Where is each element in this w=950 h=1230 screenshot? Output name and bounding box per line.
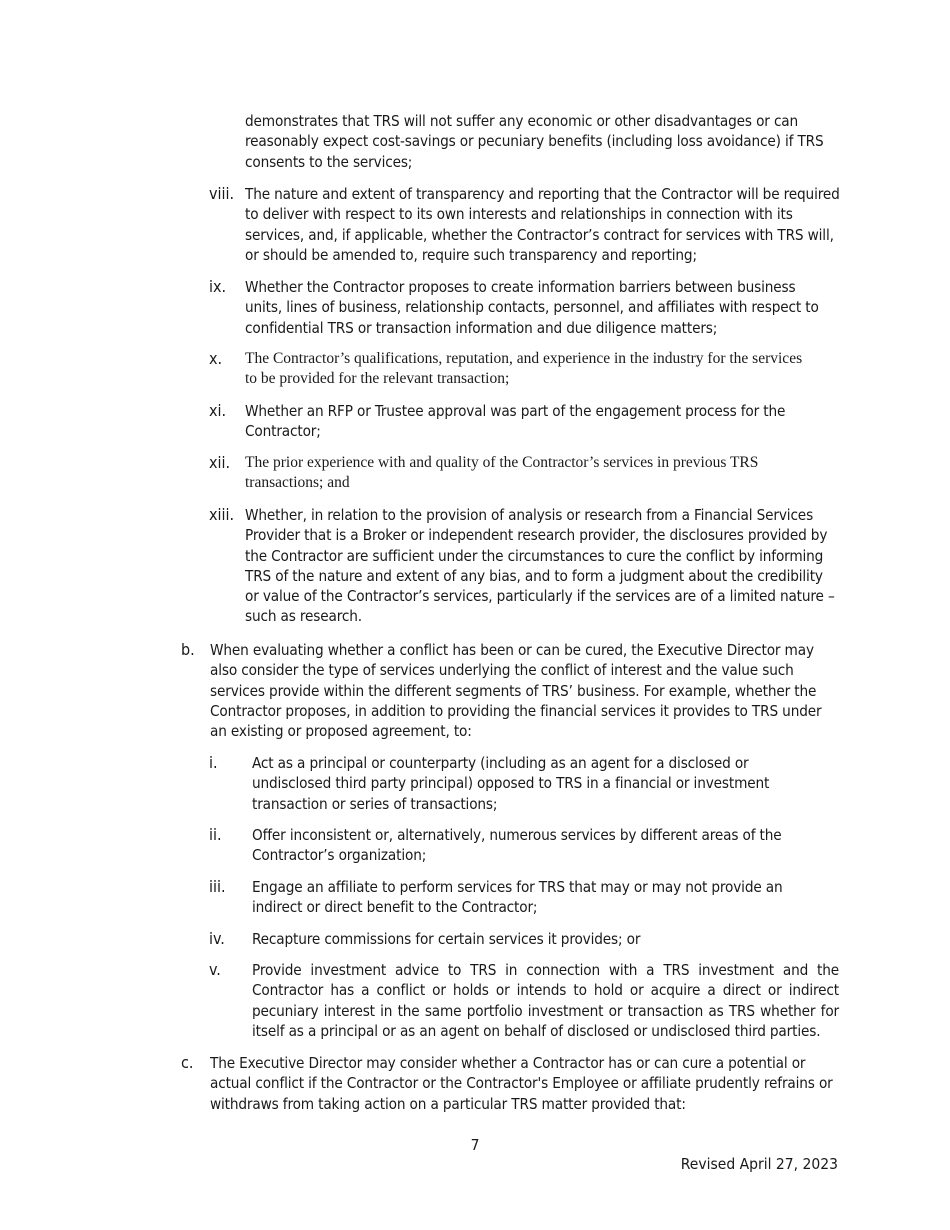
section-marker-c: c. bbox=[181, 1053, 194, 1072]
list-marker-b-iii: iii. bbox=[209, 877, 226, 896]
list-marker-b-v: v. bbox=[209, 960, 221, 979]
revised-date: Revised April 27, 2023 bbox=[680, 1155, 838, 1173]
list-item-viii: The nature and extent of transparency and reporting that the Contractor will be required to deliver with respect to its own interests and relationships in connection with its services, and, if applicable, whether the Contractor’s contract for services with TRS will, or should be amended to, require such transparency and reporting; bbox=[245, 185, 840, 264]
list-marker-b-iv: iv. bbox=[209, 929, 225, 948]
section-c-paragraph: The Executive Director may consider whether a Contractor has or can cure a potential or actual conflict if the Contractor or the Contractor's Employee or affiliate prudently refrains or withdraws from taking action on a particular TRS matter provided that: bbox=[210, 1054, 833, 1113]
list-marker-xi: xi. bbox=[209, 401, 227, 420]
list-marker-xiii: xiii. bbox=[209, 505, 235, 524]
list-item-xiii: Whether, in relation to the provision of analysis or research from a Financial Services Provider that is a Broker or independent research provider, the disclosures provided by the Contractor are sufficient under the circumstances to cure the conflict by informing TRS of the nature and extent of any bias, and to form a judgment about the credibility or value of the Contractor’s services, particularly if the services are of a limited nature – such as research. bbox=[245, 506, 835, 626]
list-item-b-iii: Engage an affiliate to perform services for TRS that may or may not provide an indirect or direct benefit to the Contractor; bbox=[252, 878, 783, 917]
list-marker-ix: ix. bbox=[209, 277, 227, 296]
list-item-xi: Whether an RFP or Trustee approval was part of the engagement process for the Contractor; bbox=[245, 402, 786, 441]
list-item-xii: The prior experience with and quality of the Contractor’s services in previous TRS transactions; and bbox=[245, 454, 759, 492]
list-marker-b-i: i. bbox=[209, 753, 218, 772]
page-number: 7 bbox=[470, 1136, 480, 1154]
list-item-x: The Contractor’s qualifications, reputation, and experience in the industry for the services to be provided for the relevant transaction; bbox=[245, 350, 803, 388]
section-marker-b: b. bbox=[181, 640, 195, 659]
list-item-ix: Whether the Contractor proposes to create information barriers between business units, lines of business, relationship contacts, personnel, and affiliates with respect to confidential TRS or transaction information and due diligence matters; bbox=[245, 278, 819, 337]
list-marker-xii: xii. bbox=[209, 453, 231, 472]
list-item-b-i: Act as a principal or counterparty (including as an agent for a disclosed or undisclosed third party principal) opposed to TRS in a financial or investment transaction or series of transactions; bbox=[252, 754, 770, 813]
list-item-b-v: Provide investment advice to TRS in connection with a TRS investment and the Contractor has a conflict or holds or intends to hold or acquire a direct or indirect pecuniary interest in the same portfolio investment or transaction as TRS whether for itself as a principal or as an agent on behalf of disclosed or undisclosed third parties. bbox=[252, 961, 839, 1040]
list-marker-viii: viii. bbox=[209, 184, 235, 203]
section-b-paragraph: When evaluating whether a conflict has been or can be cured, the Executive Director may also consider the type of services underlying the conflict of interest and the value such services provide within the different segments of TRS’ business. For example, whether the Contractor proposes, in addition to providing the financial services it provides to TRS under an existing or proposed agreement, to: bbox=[210, 641, 822, 741]
list-marker-x: x. bbox=[209, 349, 223, 368]
continuation-paragraph: demonstrates that TRS will not suffer any economic or other disadvantages or can reasonably expect cost-savings or pecuniary benefits (including loss avoidance) if TRS consents to the services; bbox=[245, 112, 824, 171]
list-item-b-ii: Offer inconsistent or, alternatively, numerous services by different areas of the Contractor’s organization; bbox=[252, 826, 782, 865]
list-marker-b-ii: ii. bbox=[209, 825, 222, 844]
list-item-b-iv: Recapture commissions for certain services it provides; or bbox=[252, 930, 641, 948]
